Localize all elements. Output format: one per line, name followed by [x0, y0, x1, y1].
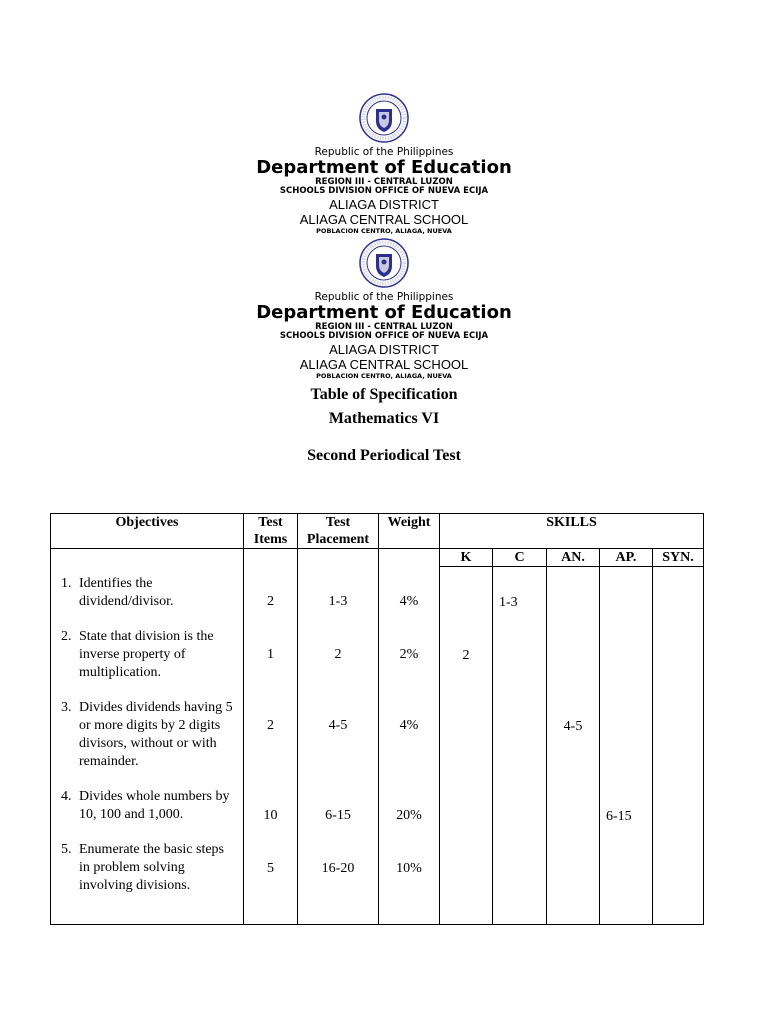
- skill-ap-value: 6-15: [606, 809, 632, 824]
- test-items-value: 1: [267, 647, 274, 662]
- placement-value: 16-20: [321, 861, 355, 876]
- objective-number: 2.: [61, 629, 72, 644]
- skill-header-k: K: [440, 549, 493, 567]
- skill-syn-column: [653, 567, 704, 925]
- header-weight: Weight: [379, 514, 440, 549]
- district-label: ALIAGA DISTRICT: [329, 196, 439, 212]
- header-objectives: Objectives: [51, 514, 244, 549]
- skill-header-an: AN.: [547, 549, 600, 567]
- test-placement-column: [298, 549, 379, 925]
- test-items-value: 5: [267, 861, 274, 876]
- department-title: Department of Education: [256, 301, 512, 323]
- weight-value: 4%: [399, 718, 419, 733]
- test-items-value: 10: [263, 808, 278, 823]
- objective-text: Identifies the dividend/divisor.: [79, 576, 174, 609]
- header-test-items: Test Items: [244, 514, 298, 549]
- skill-c-column: [493, 567, 547, 925]
- header-test-placement: Test Placement: [298, 514, 379, 549]
- region-label: REGION III - CENTRAL LUZON: [315, 176, 453, 187]
- weight-value: 10%: [396, 861, 422, 876]
- skill-header-c: C: [493, 549, 547, 567]
- objective-number: 1.: [61, 576, 72, 591]
- list-item: [61, 841, 237, 895]
- department-title: Department of Education: [256, 156, 512, 178]
- skill-header-syn: SYN.: [653, 549, 704, 567]
- weight-value: 4%: [399, 594, 419, 609]
- skill-k-value: 2: [462, 648, 470, 663]
- document-title: Table of Specification: [310, 386, 458, 403]
- placement-value: 2: [334, 647, 342, 662]
- school-label: ALIAGA CENTRAL SCHOOL: [299, 211, 469, 227]
- school-label: ALIAGA CENTRAL SCHOOL: [299, 356, 469, 372]
- objective-text: Divides whole numbers by 10, 100 and 1,000.: [79, 789, 230, 822]
- test-items-column: [244, 549, 298, 925]
- header-skills: SKILLS: [440, 514, 704, 549]
- table-header-row: [51, 514, 704, 549]
- objective-text: Enumerate the basic steps in problem solving involving divisions.: [79, 842, 225, 893]
- division-label: SCHOOLS DIVISION OFFICE OF NUEVA ECIJA: [279, 186, 489, 196]
- deped-seal-icon: [359, 238, 409, 288]
- test-items-value: 2: [267, 594, 274, 609]
- test-items-value: 2: [267, 718, 274, 733]
- list-item: [61, 575, 237, 611]
- republic-label: Republic of the Philippines: [314, 146, 454, 158]
- placement-value: 4-5: [328, 718, 348, 733]
- list-item: [61, 788, 237, 824]
- specification-table: [50, 513, 704, 925]
- republic-label: Republic of the Philippines: [314, 291, 454, 303]
- weight-value: 20%: [396, 808, 422, 823]
- skill-header-ap: AP.: [600, 549, 653, 567]
- skill-k-column: [440, 567, 493, 925]
- address-label: POBLACION CENTRO, ALIAGA, NUEVA: [316, 371, 452, 380]
- list-item: [61, 699, 237, 771]
- skill-ap-column: [600, 567, 653, 925]
- skills-header-row: [51, 549, 704, 567]
- objective-number: 5.: [61, 842, 72, 857]
- region-label: REGION III - CENTRAL LUZON: [315, 321, 453, 332]
- list-item: [61, 628, 237, 682]
- test-title: Second Periodical Test: [307, 447, 461, 464]
- objectives-cell: [51, 549, 244, 925]
- letterhead-2: [0, 238, 768, 379]
- placement-value: 1-3: [328, 594, 348, 609]
- placement-value: 6-15: [325, 808, 351, 823]
- objective-number: 3.: [61, 700, 72, 715]
- objectives-list: [51, 549, 243, 895]
- division-label: SCHOOLS DIVISION OFFICE OF NUEVA ECIJA: [279, 331, 489, 341]
- objective-number: 4.: [61, 789, 72, 804]
- subject-title: Mathematics VI: [328, 410, 440, 427]
- weight-column: [379, 549, 440, 925]
- objective-text: State that division is the inverse property of multiplication.: [79, 629, 214, 680]
- skill-c-value: 1-3: [499, 595, 518, 610]
- address-label: POBLACION CENTRO, ALIAGA, NUEVA: [316, 226, 452, 235]
- skill-an-column: [547, 567, 600, 925]
- weight-value: 2%: [399, 647, 419, 662]
- district-label: ALIAGA DISTRICT: [329, 341, 439, 357]
- objective-text: Divides dividends having 5 or more digits by 2 digits divisors, without or with remainder.: [79, 700, 233, 769]
- deped-seal-icon: [359, 93, 409, 143]
- letterhead-1: [0, 93, 768, 234]
- skill-an-value: 4-5: [563, 719, 583, 734]
